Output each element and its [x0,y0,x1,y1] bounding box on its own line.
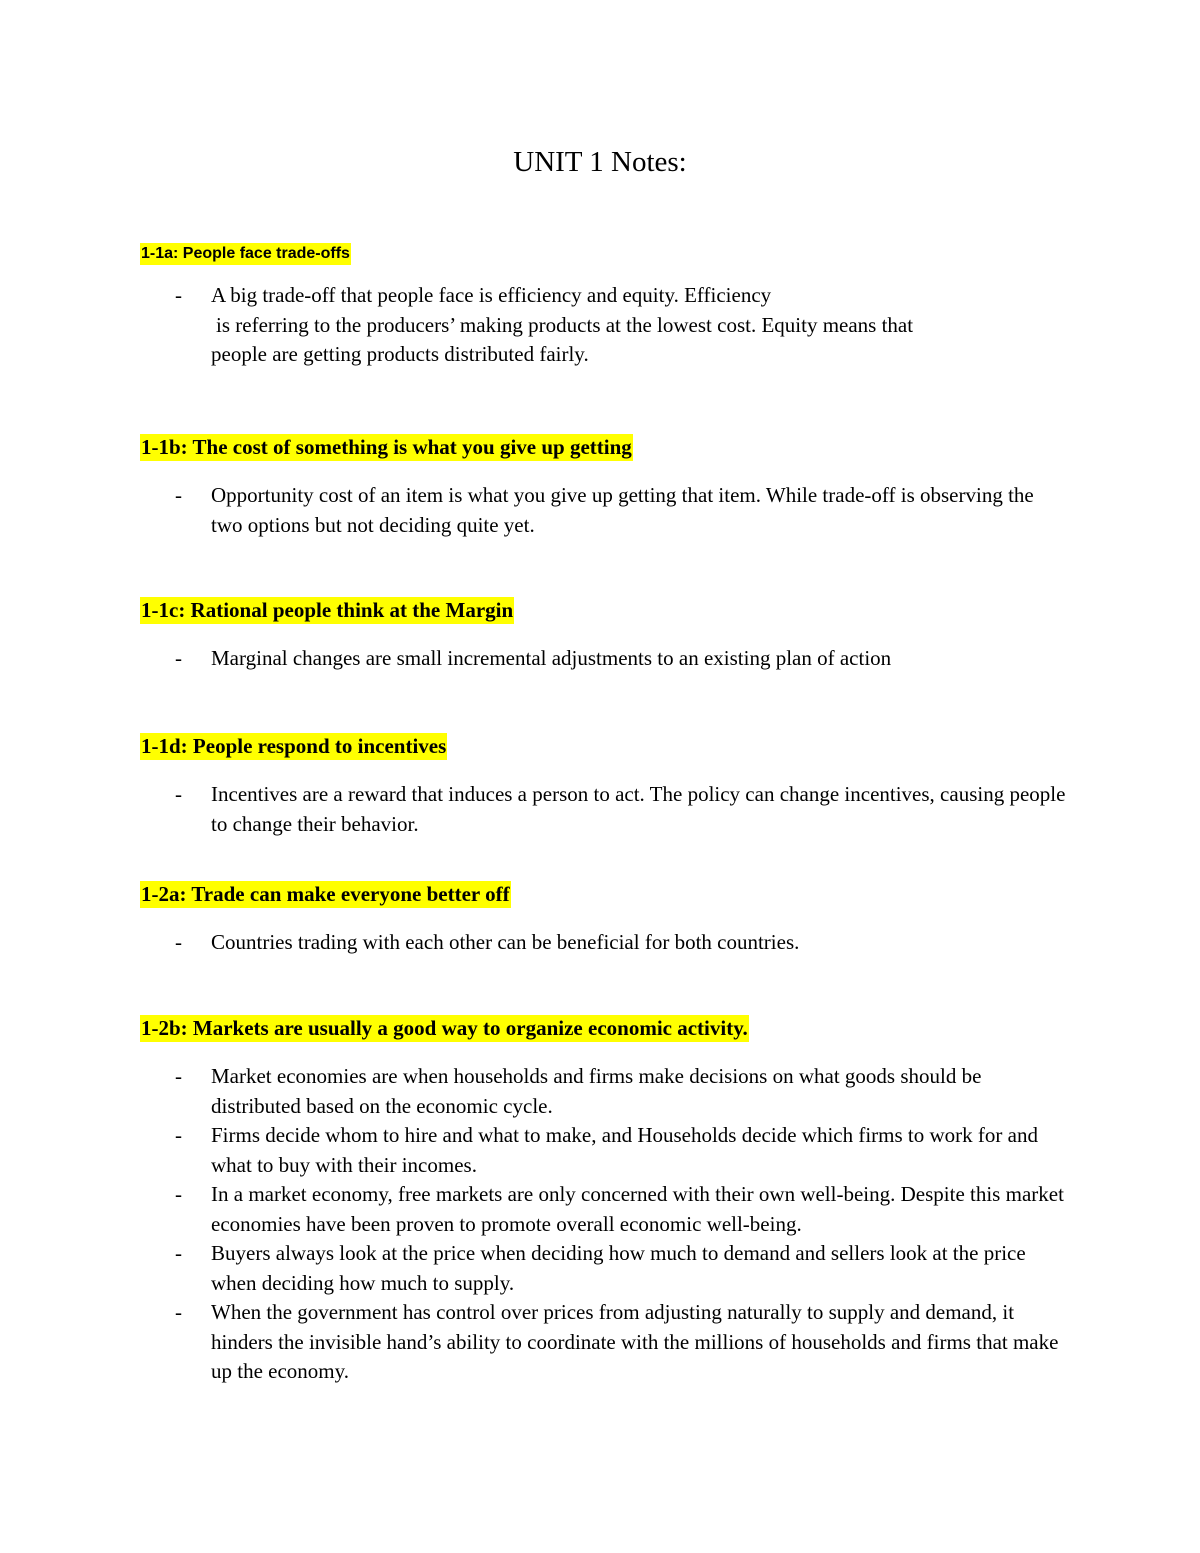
bullet-list [140,928,1070,958]
section-1-1a [140,243,1070,370]
bullet-text: Incentives are a reward that induces a person to act. The policy can change incentives, causing people to change their behavior. [211,782,1066,836]
bullet-list [140,281,1070,370]
bullet-list [140,644,1070,674]
list-item [140,1062,1070,1121]
section-1-2b [140,1015,1070,1387]
bullet-text: In a market economy, free markets are only concerned with their own well-being. Despite this market economies have been proven to promote overall economic well-being. [211,1182,1064,1236]
section-1-1b [140,434,1070,540]
bullet-text: Opportunity cost of an item is what you give up getting that item. While trade-off is observing the two options but not deciding quite yet. [211,483,1034,537]
section-heading: 1-2a: Trade can make everyone better off [141,882,510,906]
section-heading: 1-2b: Markets are usually a good way to organize economic activity. [141,1016,748,1040]
section-heading: 1-1b: The cost of something is what you give up getting [141,435,632,459]
bullet-text-line: people are getting products distributed fairly. [211,342,589,366]
bullet-text: Countries trading with each other can be beneficial for both countries. [211,930,800,954]
section-heading: 1-1a: People face trade-offs [140,243,351,265]
dash-bullet: - [175,1182,182,1206]
list-item [140,1239,1070,1298]
list-item [140,281,1070,370]
section-1-2a [140,881,1070,958]
bullet-text: Firms decide whom to hire and what to make, and Households decide which firms to work for and what to buy with their incomes. [211,1123,1038,1177]
bullet-text: Buyers always look at the price when deciding how much to demand and sellers look at the price when deciding how much to supply. [211,1241,1026,1295]
list-item [140,1180,1070,1239]
list-item [140,481,1070,540]
bullet-text: When the government has control over prices from adjusting naturally to supply and demand, it hinders the invisible hand’s ability to coordinate with the millions of households and firms that make up the economy. [211,1300,1059,1383]
section-heading: 1-1d: People respond to incentives [141,734,447,758]
bullet-list [140,780,1070,839]
list-item [140,780,1070,839]
dash-bullet: - [175,646,182,670]
section-1-1d [140,733,1070,839]
dash-bullet: - [175,930,182,954]
list-item [140,928,1070,958]
bullet-text: Marginal changes are small incremental adjustments to an existing plan of action [211,646,892,670]
section-heading: 1-1c: Rational people think at the Margin [141,598,514,622]
dash-bullet: - [175,1300,182,1324]
dash-bullet: - [175,1123,182,1147]
bullet-list [140,481,1070,540]
dash-bullet: - [175,483,182,507]
list-item [140,644,1070,674]
bullet-list [140,1062,1070,1387]
list-item [140,1121,1070,1180]
bullet-text: Market economies are when households and firms make decisions on what goods should be distributed based on the economic cycle. [211,1064,982,1118]
dash-bullet: - [175,1064,182,1088]
dash-bullet: - [175,782,182,806]
section-1-1c [140,597,1070,674]
page-title: UNIT 1 Notes: [513,146,687,178]
dash-bullet: - [175,283,182,307]
bullet-text-line: is referring to the producers’ making products at the lowest cost. Equity means that [216,312,914,337]
dash-bullet: - [175,1241,182,1265]
bullet-text-line: A big trade-off that people face is efficiency and equity. Efficiency [211,283,772,307]
list-item [140,1298,1070,1387]
